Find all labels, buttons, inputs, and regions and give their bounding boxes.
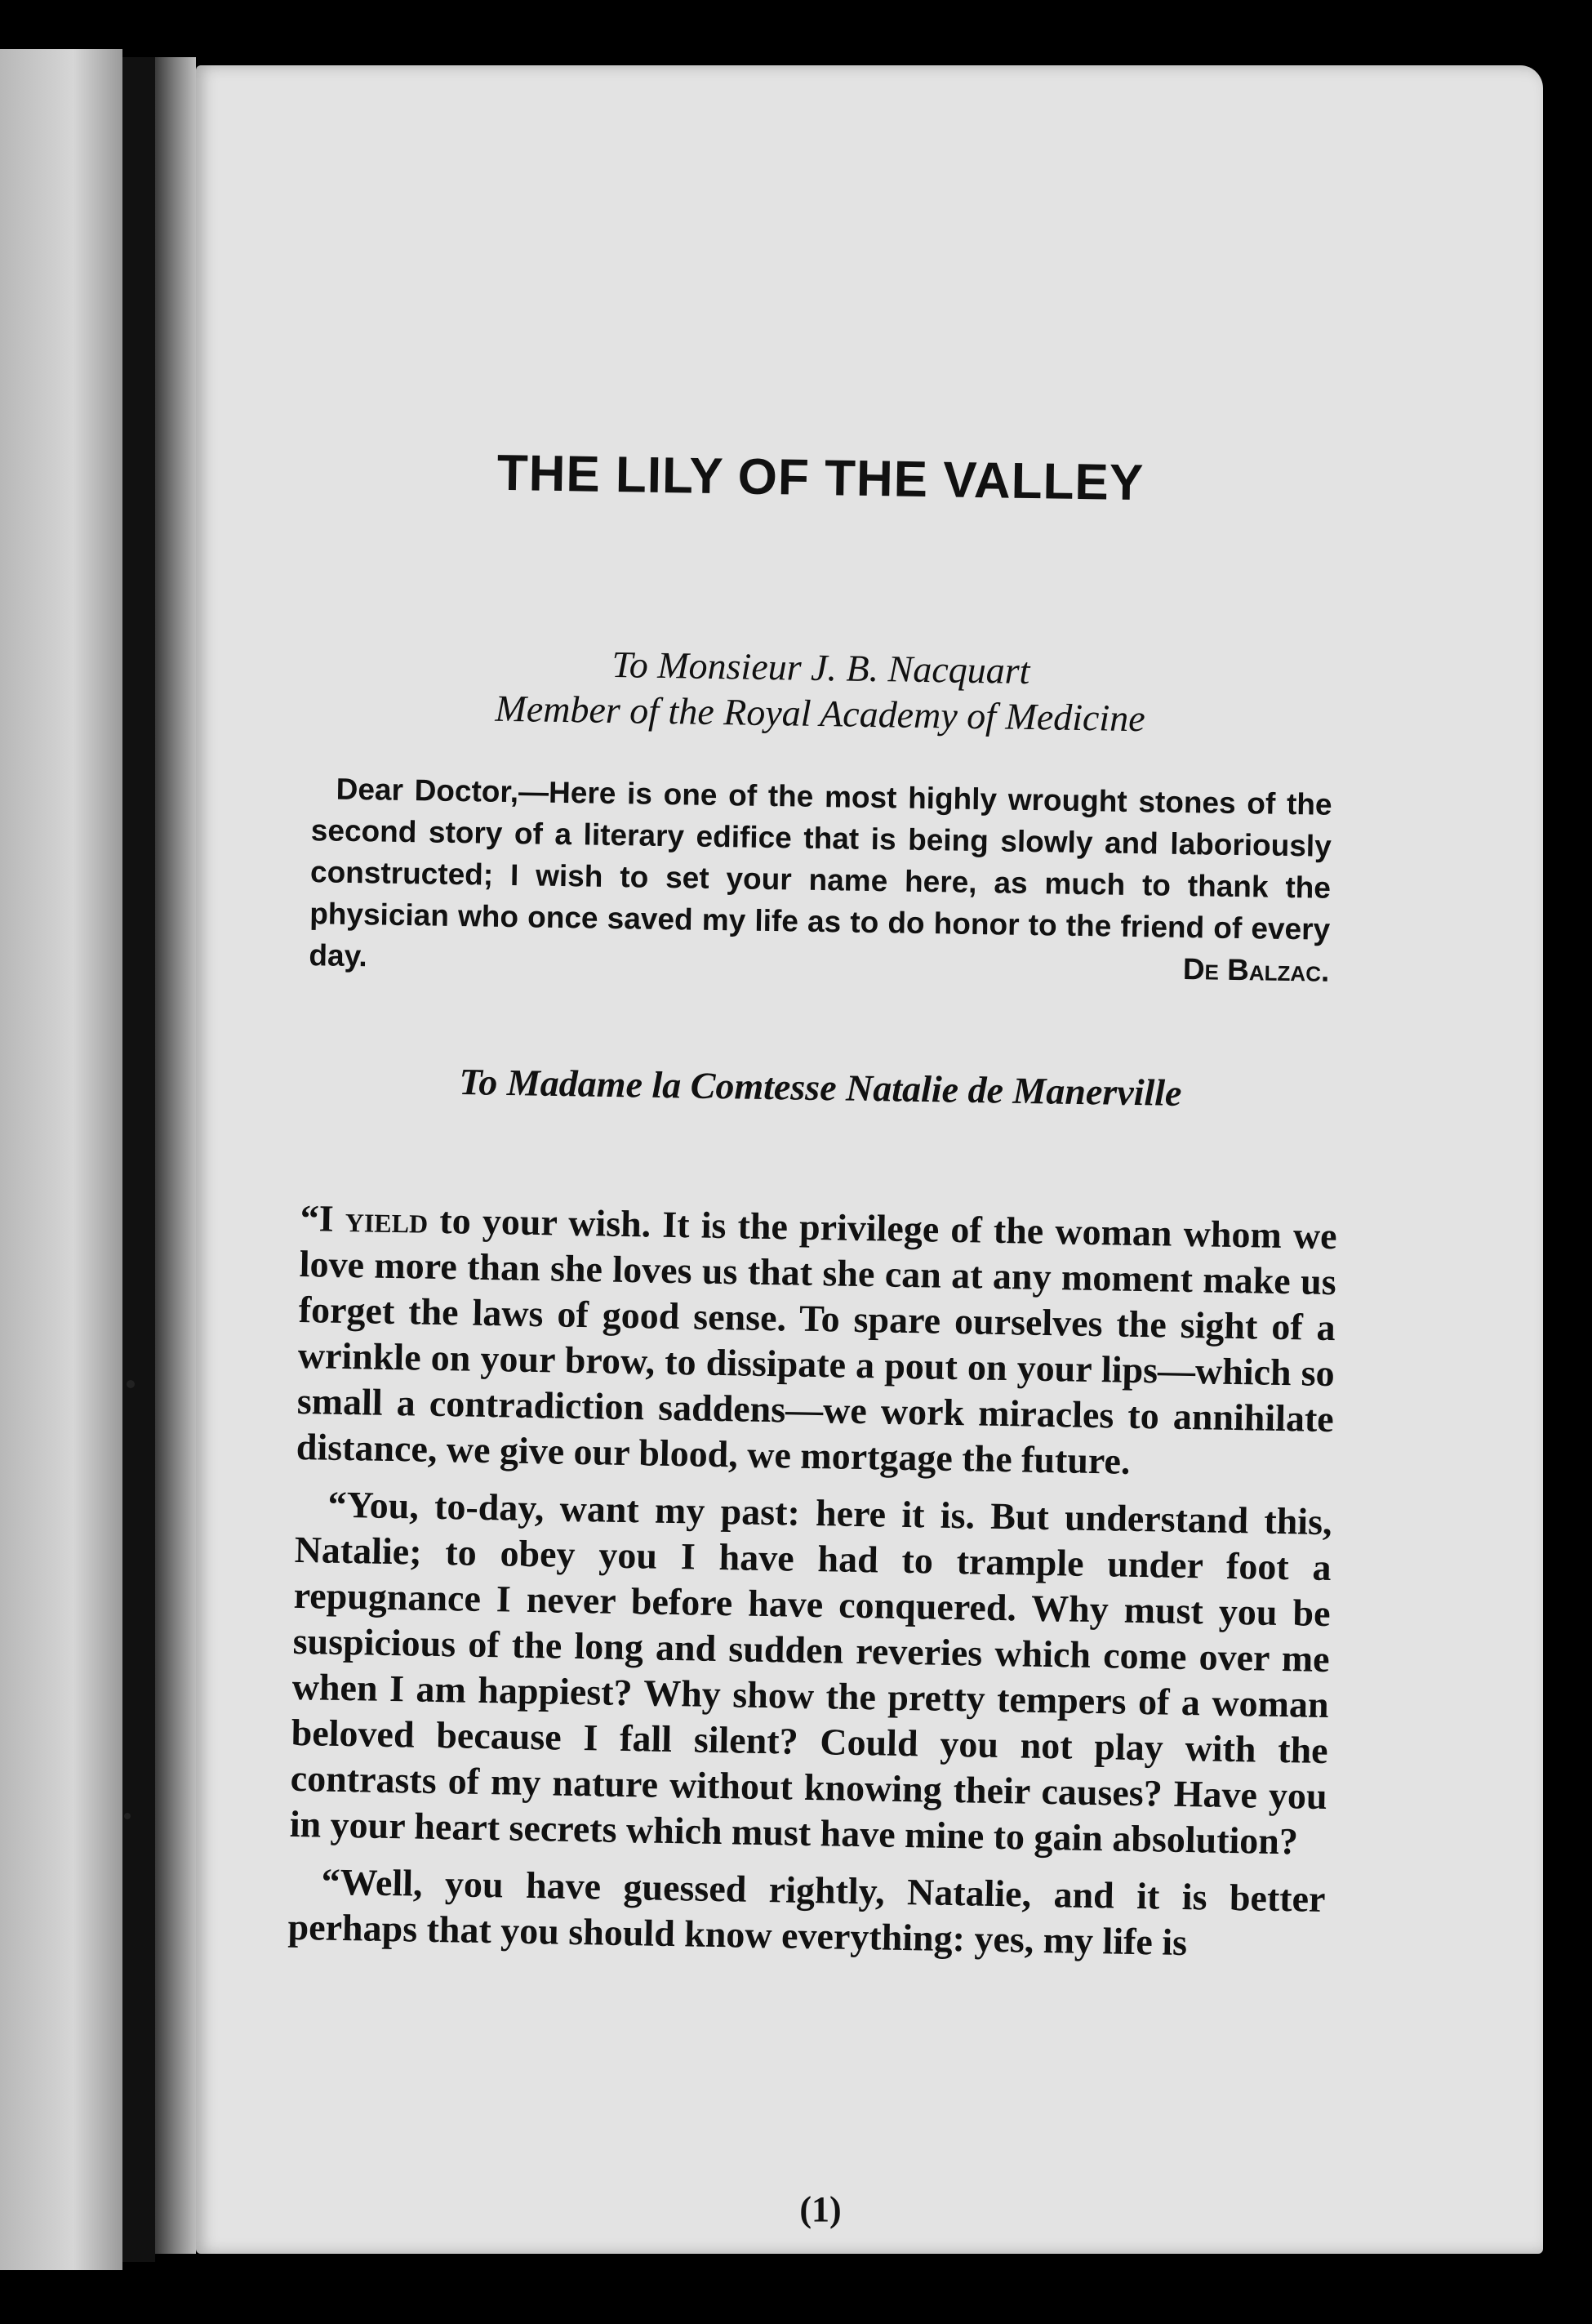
- adjacent-page-edge: [0, 49, 122, 2270]
- dust-speck: [124, 1813, 131, 1819]
- dust-speck: [127, 1380, 135, 1388]
- page-number: (1): [799, 2189, 842, 2229]
- book-title: THE LILY OF THE VALLEY: [496, 444, 1145, 512]
- letter-text: Dear Doctor,—Here is one of the most highly wrought stones of the second story of a literary edifice that is being slowly and laboriously constructed; I wish to set your name here, as much to thank the physician who once saved my life as to do honor to the friend of every day.: [309, 772, 1332, 973]
- paragraph-1-text: to your wish. It is the privilege of the woman whom we love more than she loves us that she can at any moment make us forget the laws of good sense. To spare ourselves the sight of a wrinkle on your brow, to dissipate a pout on your lips—which so small a contradiction saddens—we work miracles to annihilate distance, we give our blood, we mortgage the future.: [296, 1199, 1338, 1482]
- dedication-affiliation: Member of the Royal Academy of Medicine: [495, 687, 1146, 740]
- dedication-doctor: [309, 637, 1332, 745]
- opening-quote: “I: [300, 1196, 346, 1240]
- main-text: [287, 1195, 1337, 1979]
- gutter-shadow: [122, 57, 155, 2262]
- letter-signature: De Balzac.: [1182, 951, 1330, 988]
- book-page: [196, 65, 1543, 2254]
- paragraph-2: “You, to-day, want my past: here it is. But understand this, Natalie; to obey you I have had to trample under foot a repugnance I never before have conquered. Why must you be suspicious of the long and sudden reveries which come over me when I am happiest? Why show the pretty tempers of a woman beloved because I fall silent? Could you not play with the contrasts of my nature without knowing their causes? Have you in your heart secrets which must have mine to gain absolution?: [289, 1483, 1332, 1863]
- paragraph-1: [296, 1195, 1337, 1488]
- dedication-letter: [309, 768, 1332, 992]
- book-spine: [155, 57, 196, 2254]
- paragraph-3: “Well, you have guessed rightly, Natalie, and it is better perhaps that you should know everything: yes, my life is: [287, 1860, 1326, 1964]
- opening-word: yield: [345, 1197, 429, 1241]
- dedication-comtesse: To Madame la Comtesse Natalie de Manerville: [459, 1061, 1182, 1114]
- page-content: [287, 65, 1338, 2254]
- dedication-recipient: To Monsieur J. B. Nacquart: [611, 643, 1030, 692]
